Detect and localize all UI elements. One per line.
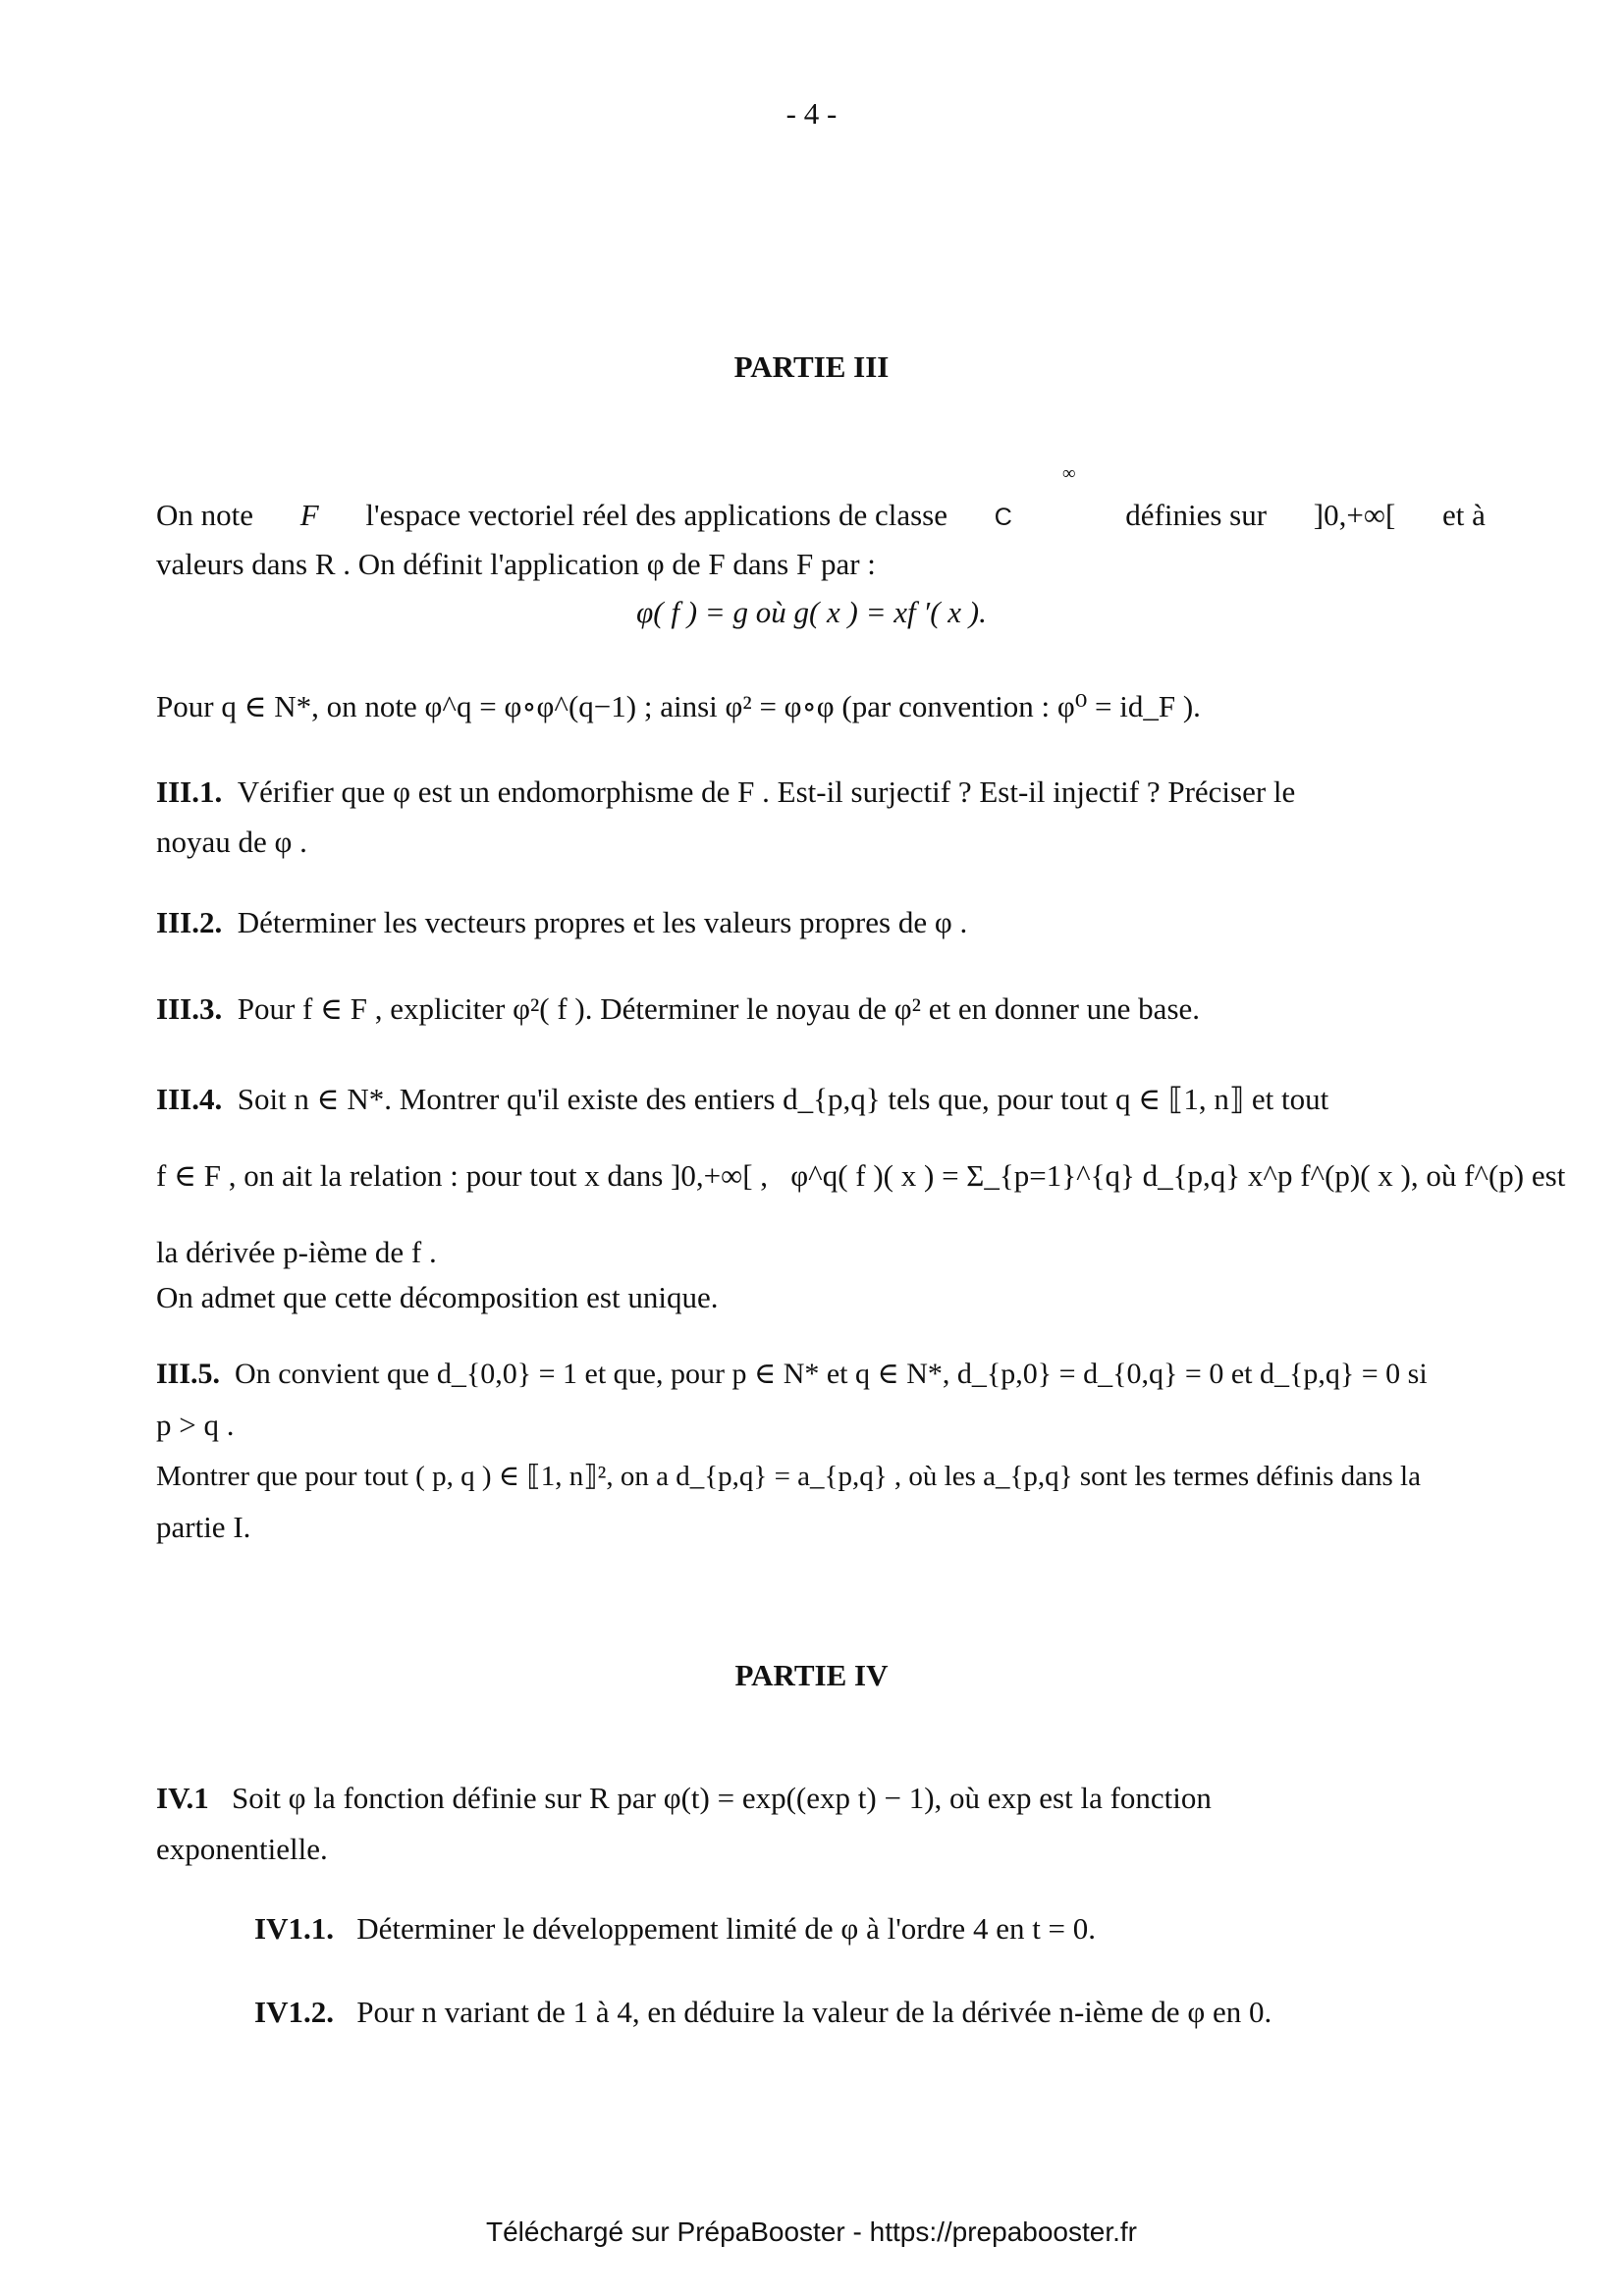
question-iv-1-1: IV1.1. Déterminer le développement limité de φ à l'ordre 4 en t = 0. [254, 1911, 1097, 1946]
question-iii-1: III.1. Vérifier que φ est un endomorphisme de F . Est-il surjectif ? Est-il injectif ? Préciser le [156, 774, 1296, 809]
page-number: - 4 - [785, 96, 838, 131]
question-iii-5-line-3: Montrer que pour tout ( p, q ) ∈ ⟦1, n⟧², on a d_{p,q} = a_{p,q} , où les a_{p,q} sont les termes définis dans la [156, 1461, 1421, 1492]
question-iii-5-line-2: p > q . [156, 1408, 235, 1442]
part-4-title: PARTIE IV [734, 1658, 889, 1692]
part-3-intro-line-1: On note F l'espace vectoriel réel des applications de classe C définies sur ]0,+∞[ et à [156, 498, 1486, 532]
definition-formula: φ( f ) = g où g( x ) = xf ′( x ). [636, 595, 987, 629]
question-iii-2: III.2. Déterminer les vecteurs propres et les valeurs propres de φ . [156, 905, 968, 939]
question-iii-5: III.5. On convient que d_{0,0} = 1 et que, pour p ∈ N* et q ∈ N*, d_{p,0} = d_{0,q} = 0 et d_{p,q} = 0 si [156, 1358, 1428, 1390]
convention-line: Pour q ∈ N*, on note φ^q = φ∘φ^(q−1) ; ainsi φ² = φ∘φ (par convention : φ⁰ = id_F ). [156, 689, 1201, 723]
question-iii-4-line-2: f ∈ F , on ait la relation : pour tout x dans ]0,+∞[ , φ^q( f )( x ) = Σ_{p=1}^{q} d_{p,q} x^p f^(p)( x ), où f^(p) est [156, 1158, 1566, 1193]
part-3-title: PARTIE III [733, 349, 890, 384]
part-3-intro-exponent: ∞ [1062, 463, 1076, 484]
question-iii-5-line-4: partie I. [156, 1510, 251, 1544]
question-iii-4: III.4. Soit n ∈ N*. Montrer qu'il existe des entiers d_{p,q} tels que, pour tout q ∈ ⟦1, n⟧ et tout [156, 1082, 1329, 1116]
question-iv-1: IV.1 Soit φ la fonction définie sur R par φ(t) = exp((exp t) − 1), où exp est la fonction [156, 1781, 1212, 1815]
part-3-intro-line-2: valeurs dans R . On définit l'application φ de F dans F par : [156, 547, 876, 581]
question-iv-1-2: IV1.2. Pour n variant de 1 à 4, en déduire la valeur de la dérivée n-ième de φ en 0. [254, 1995, 1272, 2029]
question-iii-4-line-3: la dérivée p-ième de f . [156, 1235, 437, 1269]
question-iv-1-line-2: exponentielle. [156, 1832, 328, 1866]
question-iii-1-line-2: noyau de φ . [156, 825, 307, 859]
footer-text: Téléchargé sur PrépaBooster - https://prepabooster.fr [485, 2216, 1138, 2247]
question-iii-3: III.3. Pour f ∈ F , expliciter φ²( f ). Déterminer le noyau de φ² et en donner une base. [156, 991, 1201, 1026]
question-iii-4-line-4: On admet que cette décomposition est unique. [156, 1280, 719, 1314]
